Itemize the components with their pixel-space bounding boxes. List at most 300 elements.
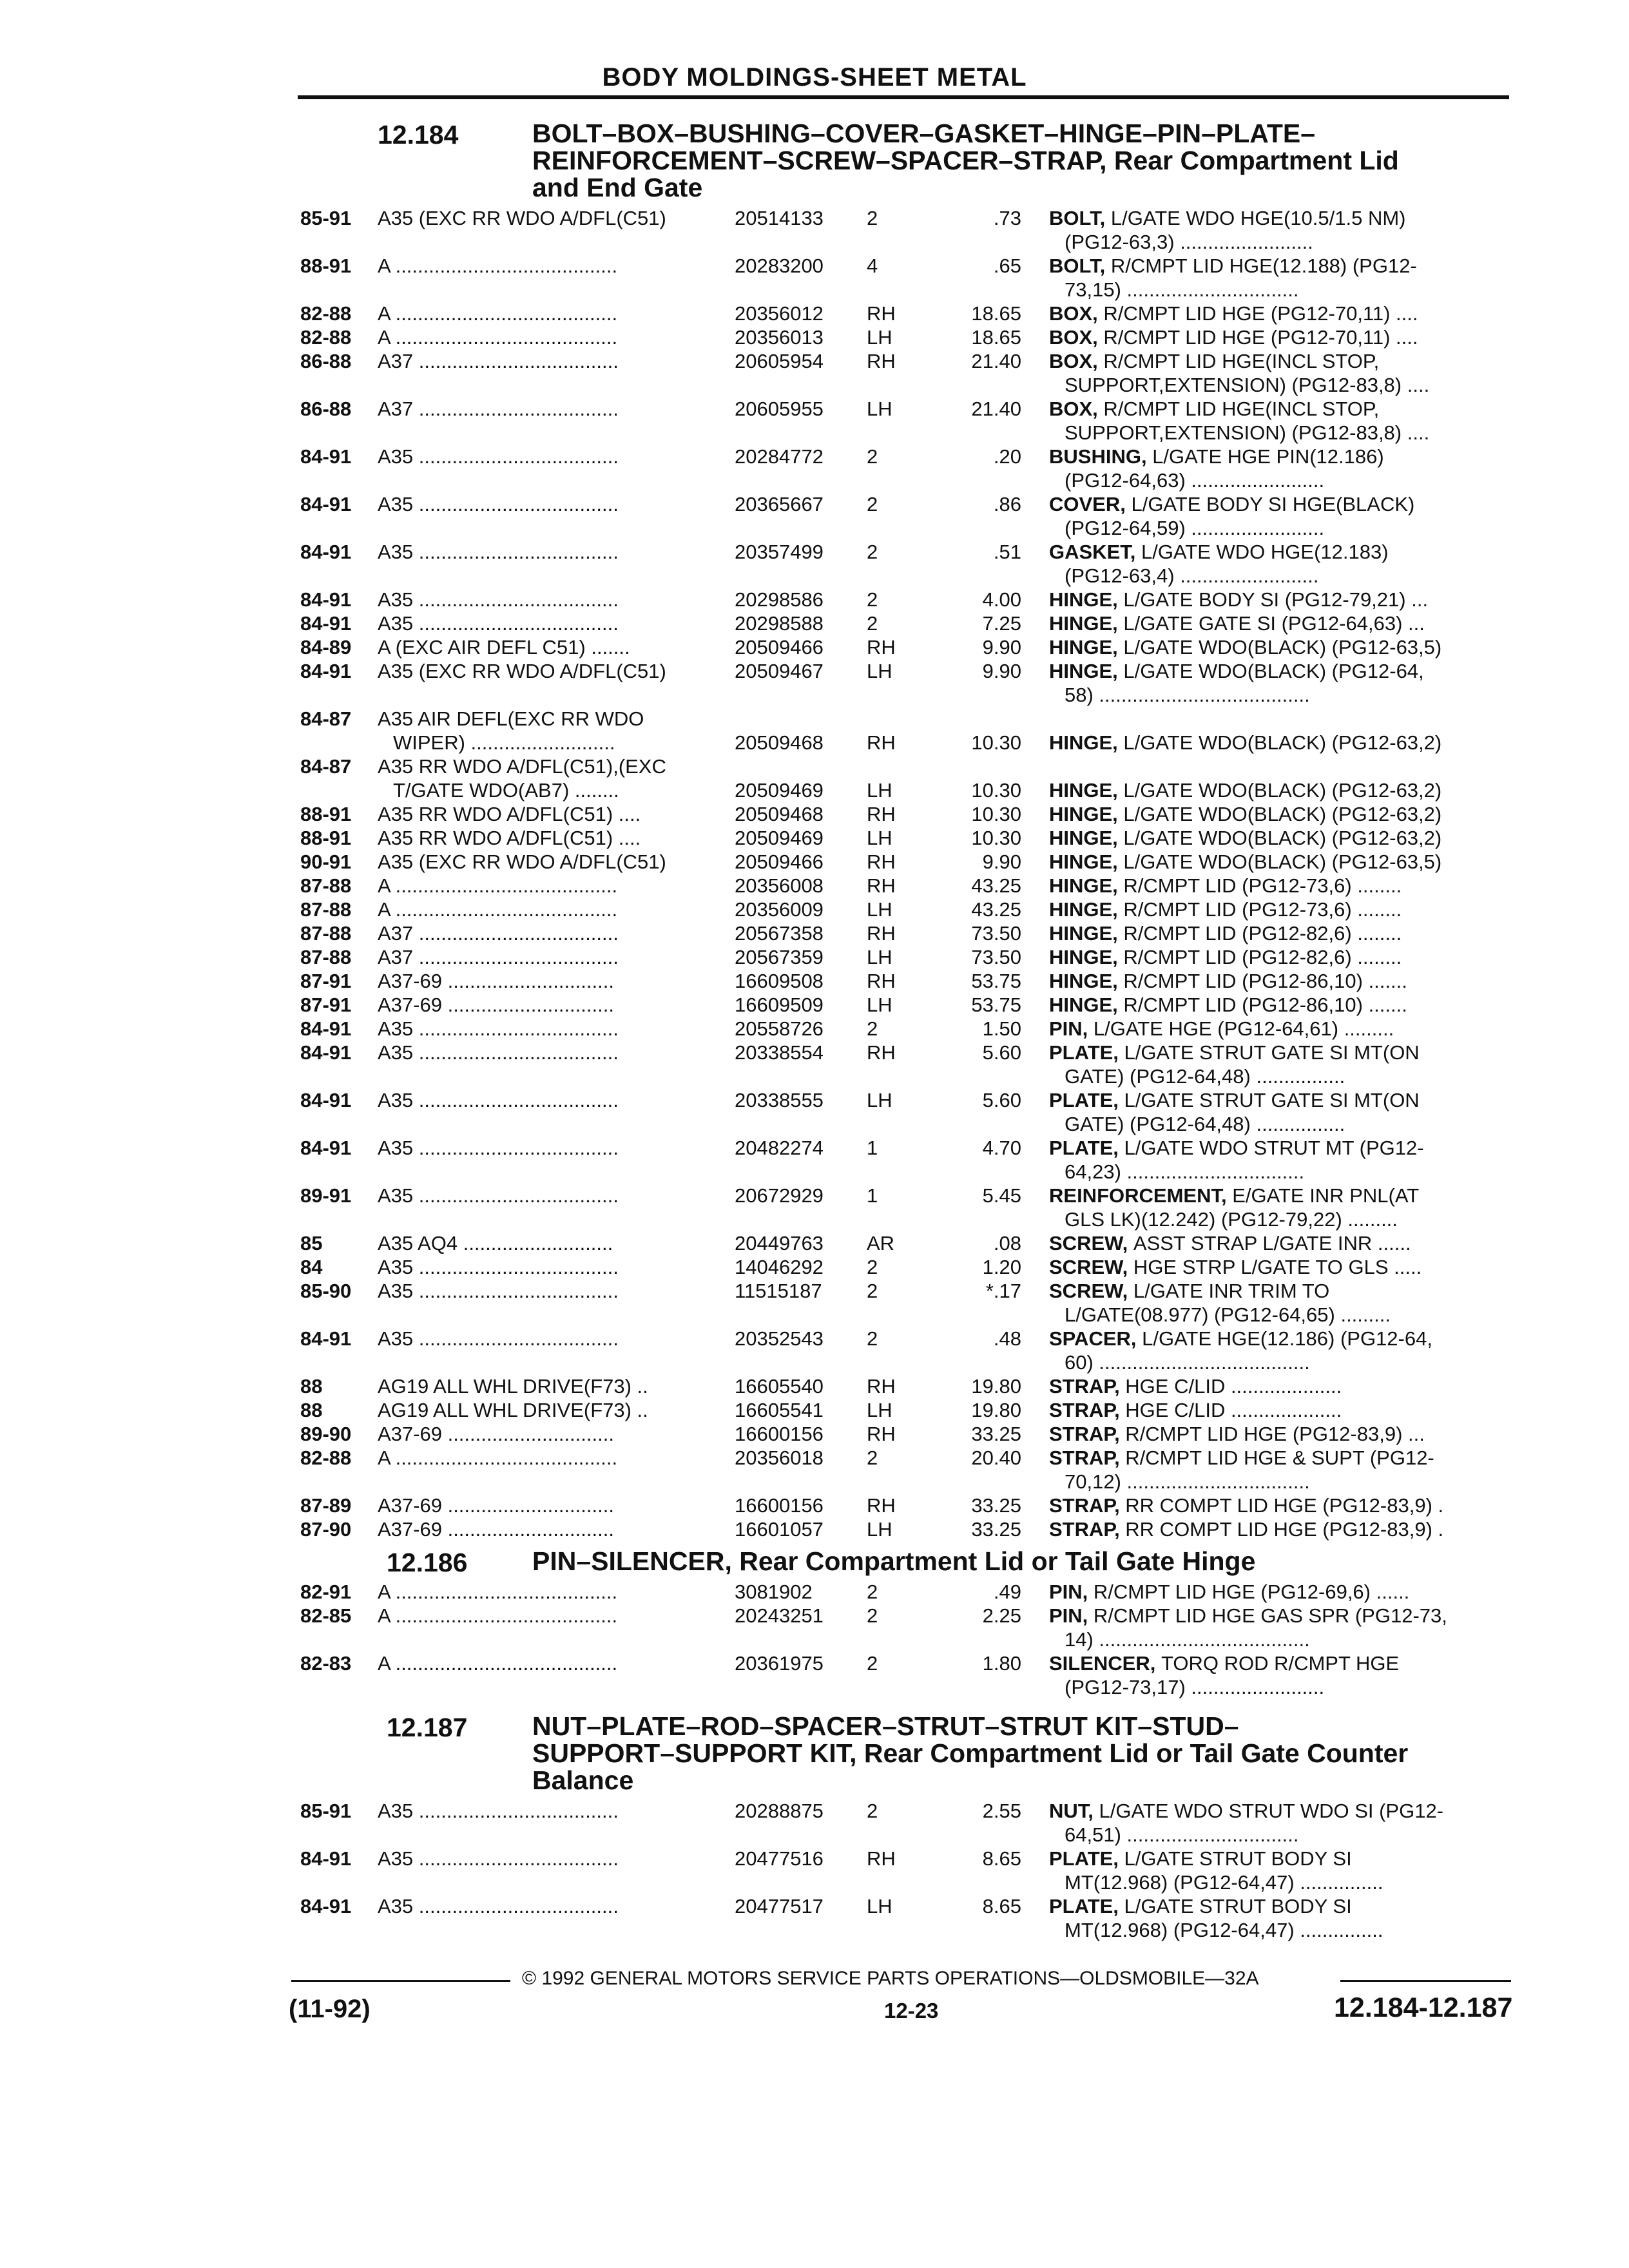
description-text: R/CMPT LID (PG12-82,6) ........: [1123, 946, 1402, 968]
footer-date-code: (11-92): [289, 1995, 371, 2023]
quantity: 2: [867, 541, 878, 563]
model-years: 82-83: [300, 1652, 352, 1675]
model-line: T/GATE WDO(AB7) ........: [393, 779, 619, 802]
table-row: [0, 1446, 1629, 1494]
price: .48: [993, 1327, 1021, 1350]
table-row: [0, 635, 1629, 659]
part-number: 16600156: [735, 1423, 824, 1445]
price: .08: [993, 1232, 1021, 1254]
description-text: L/GATE BODY SI (PG12-79,21) ...: [1123, 588, 1429, 611]
part-name: BOLT,: [1049, 207, 1111, 229]
part-name: STRAP,: [1049, 1446, 1126, 1469]
table-row: [0, 1580, 1629, 1604]
description-line: 58) ......................................: [1065, 684, 1310, 706]
model-line: A (EXC AIR DEFL C51) .......: [378, 636, 630, 658]
model-application: [378, 588, 719, 611]
part-name: PIN,: [1049, 1581, 1094, 1603]
quantity: RH: [867, 302, 896, 325]
quantity: LH: [867, 1518, 892, 1541]
description-line: [1049, 1446, 1517, 1470]
description-text: R/CMPT LID HGE & SUPT (PG12-: [1125, 1446, 1434, 1469]
table-row: [0, 492, 1629, 540]
page-header-title: BODY MOLDINGS-SHEET METAL: [602, 63, 1027, 91]
model-line: A35 ....................................: [378, 445, 619, 468]
part-name: STRAP,: [1049, 1494, 1126, 1517]
model-years: 87-89: [300, 1494, 352, 1517]
description-line: [1049, 1494, 1517, 1517]
model-line: A37 ....................................: [378, 398, 619, 420]
model-years: 84-91: [300, 660, 352, 682]
part-name: STRAP,: [1049, 1399, 1126, 1421]
table-row: [0, 254, 1629, 302]
description-line: [1049, 445, 1517, 468]
table-row: [0, 1255, 1629, 1279]
description-text: R/CMPT LID (PG12-86,10) .......: [1123, 970, 1407, 992]
part-number: 20605954: [735, 350, 824, 372]
part-name: HINGE,: [1049, 970, 1124, 992]
description-text: RR COMPT LID HGE (PG12-83,9) .: [1125, 1494, 1444, 1517]
table-row: [0, 707, 1629, 754]
description-text: TORQ ROD R/CMPT HGE: [1161, 1652, 1400, 1675]
section-title-line: Balance: [532, 1765, 634, 1795]
part-description: [1049, 731, 1517, 754]
price: 4.70: [982, 1137, 1021, 1159]
quantity: 2: [867, 1446, 878, 1469]
model-line: A35 AQ4 ...........................: [378, 1232, 613, 1254]
part-number: 11515187: [735, 1280, 822, 1302]
model-years: 88-91: [300, 827, 352, 849]
model-years: 86-88: [300, 350, 352, 372]
model-line: A37 ....................................: [378, 922, 619, 945]
description-text: R/CMPT LID HGE (PG12-69,6) ......: [1093, 1581, 1410, 1603]
model-years: 88: [300, 1375, 323, 1398]
description-line: [1049, 1231, 1517, 1255]
price: 1.80: [982, 1652, 1021, 1675]
description-line: 14) ......................................: [1065, 1628, 1310, 1651]
description-line: [1049, 1398, 1517, 1422]
model-line: A ........................................: [378, 1604, 618, 1627]
model-application: [378, 826, 719, 850]
description-line: GATE) (PG12-64,48) ................: [1065, 1113, 1345, 1135]
description-line: [1049, 397, 1517, 421]
description-line: SUPPORT,EXTENSION) (PG12-83,8) ....: [1065, 421, 1430, 444]
part-description: [1049, 206, 1517, 254]
model-line: WIPER) ..........................: [393, 731, 615, 754]
description-line: (PG12-63,4) .........................: [1065, 564, 1319, 587]
part-name: SCREW,: [1049, 1256, 1133, 1278]
model-years: 84-91: [300, 1089, 352, 1111]
description-line: [1049, 1136, 1517, 1160]
part-description: [1049, 302, 1517, 325]
model-application: [378, 921, 719, 945]
description-line: [1049, 898, 1517, 921]
part-description: [1049, 1580, 1517, 1604]
model-line: AG19 ALL WHL DRIVE(F73) ..: [378, 1375, 648, 1398]
description-line: [1049, 1517, 1517, 1541]
description-line: [1049, 945, 1517, 969]
model-line: A37-69 ..............................: [378, 1518, 614, 1541]
part-description: [1049, 611, 1517, 635]
model-line: A35 ....................................: [378, 1800, 619, 1822]
model-application: [378, 325, 719, 349]
part-number: 14046292: [735, 1256, 824, 1278]
price: .20: [993, 445, 1021, 468]
model-years: 87-88: [300, 922, 352, 945]
part-description: [1049, 1136, 1517, 1184]
model-years: 85-91: [300, 1800, 352, 1822]
description-text: R/CMPT LID HGE(INCL STOP,: [1103, 398, 1380, 420]
part-number: 20605955: [735, 398, 824, 420]
description-line: [1049, 802, 1517, 826]
model-application: [378, 874, 719, 898]
table-row: [0, 1517, 1629, 1541]
part-description: [1049, 1799, 1517, 1847]
table-row: [0, 1894, 1629, 1942]
quantity: 2: [867, 1280, 878, 1302]
price: 73.50: [971, 922, 1021, 945]
part-number: 20509466: [735, 850, 824, 873]
model-years: 84-87: [300, 707, 352, 730]
model-application: [378, 898, 719, 921]
description-line: [1049, 1651, 1517, 1675]
model-years: 82-88: [300, 302, 352, 325]
price: 20.40: [971, 1446, 1021, 1469]
model-line: A35 ....................................: [378, 541, 619, 563]
price: 1.50: [982, 1017, 1021, 1040]
model-application: [378, 540, 719, 564]
part-description: [1049, 921, 1517, 945]
description-text: L/GATE HGE PIN(12.186): [1152, 445, 1384, 468]
part-number: 20567358: [735, 922, 824, 945]
table-row: [0, 1422, 1629, 1446]
quantity: LH: [867, 994, 892, 1016]
description-text: R/CMPT LID HGE(12.188) (PG12-: [1110, 255, 1417, 277]
description-line: [1049, 1894, 1517, 1918]
table-row: [0, 1231, 1629, 1255]
model-application: [378, 1374, 719, 1398]
part-number: 20509467: [735, 660, 824, 682]
part-name: HINGE,: [1049, 874, 1124, 897]
model-line: A35 AIR DEFL(EXC RR WDO: [378, 707, 644, 730]
price: 4.00: [982, 588, 1021, 611]
price: .73: [993, 207, 1021, 229]
part-name: STRAP,: [1049, 1518, 1126, 1541]
description-line: (PG12-64,59) ........................: [1065, 517, 1325, 539]
price: 10.30: [971, 779, 1021, 802]
description-line: [1049, 1255, 1517, 1279]
part-number: 20672929: [735, 1184, 824, 1207]
description-line: MT(12.968) (PG12-64,47) ...............: [1065, 1871, 1383, 1894]
description-text: L/GATE GATE SI (PG12-64,63) ...: [1123, 612, 1425, 635]
model-application: [378, 1327, 719, 1350]
part-name: PLATE,: [1049, 1089, 1124, 1111]
description-line: [1049, 635, 1517, 659]
part-description: [1049, 1604, 1517, 1651]
model-years: 82-88: [300, 1446, 352, 1469]
description-line: 60) ......................................: [1065, 1351, 1310, 1374]
table-row: [0, 1374, 1629, 1398]
model-line: A35 RR WDO A/DFL(C51) ....: [378, 803, 641, 825]
model-application: [378, 1088, 719, 1112]
price: 73.50: [971, 946, 1021, 968]
model-application: [378, 1422, 719, 1446]
price: 9.90: [982, 636, 1021, 658]
model-application: [378, 1041, 719, 1064]
quantity: RH: [867, 922, 896, 945]
price: 33.25: [971, 1494, 1021, 1517]
part-description: [1049, 540, 1517, 588]
table-row: [0, 206, 1629, 254]
part-name: NUT,: [1049, 1800, 1099, 1822]
part-number: 20243251: [735, 1604, 824, 1627]
description-text: HGE C/LID ....................: [1125, 1399, 1342, 1421]
quantity: RH: [867, 970, 896, 992]
part-number: 20298586: [735, 588, 824, 611]
model-years: 87-91: [300, 994, 352, 1016]
part-description: [1049, 1231, 1517, 1255]
quantity: 1: [867, 1137, 878, 1159]
table-row: [0, 874, 1629, 898]
description-line: [1049, 611, 1517, 635]
description-line: [1049, 1847, 1517, 1870]
part-description: [1049, 1847, 1517, 1894]
part-number: 20284772: [735, 445, 824, 468]
part-description: [1049, 397, 1517, 445]
description-line: [1049, 1088, 1517, 1112]
model-application: [378, 754, 719, 802]
description-text: L/GATE INR TRIM TO: [1133, 1280, 1330, 1302]
table-row: [0, 588, 1629, 611]
part-number: 3081902: [735, 1581, 813, 1603]
model-years: 84-91: [300, 493, 352, 515]
price: 21.40: [971, 398, 1021, 420]
description-line: MT(12.968) (PG12-64,47) ...............: [1065, 1919, 1383, 1941]
description-line: [1049, 1041, 1517, 1064]
table-row: [0, 325, 1629, 349]
description-text: L/GATE STRUT BODY SI: [1124, 1895, 1352, 1917]
description-line: [1049, 778, 1517, 802]
model-application: [378, 802, 719, 826]
model-application: [378, 206, 719, 230]
model-line: AG19 ALL WHL DRIVE(F73) ..: [378, 1399, 648, 1421]
description-line: [1049, 1279, 1517, 1303]
part-name: PLATE,: [1049, 1041, 1124, 1064]
model-line: A37-69 ..............................: [378, 1494, 614, 1517]
model-years: 89-90: [300, 1423, 352, 1445]
model-line: A35 ....................................: [378, 1280, 619, 1302]
model-years: 84-91: [300, 1017, 352, 1040]
part-description: [1049, 993, 1517, 1017]
model-years: 84-91: [300, 612, 352, 635]
part-name: BOX,: [1049, 302, 1104, 325]
description-text: L/GATE WDO HGE(10.5/1.5 NM): [1110, 207, 1406, 229]
price: 33.25: [971, 1423, 1021, 1445]
part-number: 20558726: [735, 1017, 824, 1040]
section-title: [532, 1713, 1512, 1794]
parts-table: [0, 1799, 1629, 1942]
part-description: [1049, 1184, 1517, 1231]
section-number: 12.186: [387, 1548, 468, 1577]
model-line: A35 ....................................: [378, 1256, 619, 1278]
part-number: 20356008: [735, 874, 824, 897]
part-name: BOX,: [1049, 350, 1104, 372]
part-number: 20361975: [735, 1652, 824, 1675]
description-text: L/GATE STRUT GATE SI MT(ON: [1124, 1041, 1420, 1064]
description-line: (PG12-73,17) ........................: [1065, 1676, 1325, 1698]
table-row: [0, 1398, 1629, 1422]
footer-rule-right: [1340, 1980, 1511, 1982]
description-text: R/CMPT LID (PG12-86,10) .......: [1123, 994, 1407, 1016]
parts-table: [0, 206, 1629, 1541]
part-number: 16609508: [735, 970, 824, 992]
model-line: A35 ....................................: [378, 588, 619, 611]
description-line: (PG12-64,63) ........................: [1065, 469, 1325, 492]
description-line: (PG12-63,3) ........................: [1065, 231, 1313, 253]
description-text: L/GATE STRUT BODY SI: [1124, 1847, 1352, 1870]
description-line: [1049, 1374, 1517, 1398]
quantity: 2: [867, 207, 878, 229]
part-description: [1049, 1517, 1517, 1541]
description-text: R/CMPT LID (PG12-73,6) ........: [1123, 898, 1402, 921]
model-application: [378, 1847, 719, 1870]
part-description: [1049, 1651, 1517, 1699]
quantity: LH: [867, 326, 892, 349]
model-years: 84-91: [300, 1137, 352, 1159]
table-row: [0, 754, 1629, 802]
model-years: 82-88: [300, 326, 352, 349]
description-line: [1049, 349, 1517, 373]
model-application: [378, 1604, 719, 1628]
model-line: A35 ....................................: [378, 1137, 619, 1159]
part-name: HINGE,: [1049, 850, 1124, 873]
price: 53.75: [971, 970, 1021, 992]
part-name: HINGE,: [1049, 660, 1124, 682]
section-title-line: BOLT–BOX–BUSHING–COVER–GASKET–HINGE–PIN–PLATE–: [532, 119, 1316, 148]
table-row: [0, 945, 1629, 969]
description-line: [1049, 1799, 1517, 1823]
price: 7.25: [982, 612, 1021, 635]
price: 9.90: [982, 850, 1021, 873]
description-text: L/GATE WDO(BLACK) (PG12-63,2): [1123, 731, 1442, 754]
part-name: PIN,: [1049, 1604, 1094, 1627]
table-row: [0, 659, 1629, 707]
table-row: [0, 1494, 1629, 1517]
quantity: LH: [867, 398, 892, 420]
part-name: HINGE,: [1049, 779, 1124, 802]
quantity: 2: [867, 1256, 878, 1278]
description-line: 73,15) ...............................: [1065, 278, 1299, 301]
section-title: [532, 120, 1512, 201]
model-line: A35 ....................................: [378, 1041, 619, 1064]
parts-table: [0, 1580, 1629, 1699]
quantity: RH: [867, 874, 896, 897]
price: 43.25: [971, 898, 1021, 921]
table-row: [0, 445, 1629, 492]
part-name: PLATE,: [1049, 1895, 1124, 1917]
part-number: 20356012: [735, 302, 824, 325]
model-years: 88: [300, 1399, 323, 1421]
model-application: [378, 707, 719, 754]
description-text: ASST STRAP L/GATE INR ......: [1133, 1232, 1411, 1254]
description-line: SUPPORT,EXTENSION) (PG12-83,8) ....: [1065, 374, 1430, 396]
model-application: [378, 1799, 719, 1823]
quantity: LH: [867, 898, 892, 921]
model-years: 87-88: [300, 946, 352, 968]
model-application: [378, 349, 719, 373]
description-line: [1049, 492, 1517, 516]
part-name: STRAP,: [1049, 1423, 1126, 1445]
model-application: [378, 1017, 719, 1041]
part-description: [1049, 325, 1517, 349]
model-line: A35 RR WDO A/DFL(C51),(EXC: [378, 755, 666, 778]
model-application: [378, 445, 719, 468]
model-years: 86-88: [300, 398, 352, 420]
part-name: BOX,: [1049, 326, 1104, 349]
price: 2.25: [982, 1604, 1021, 1627]
table-row: [0, 1136, 1629, 1184]
model-years: 84-91: [300, 445, 352, 468]
description-text: HGE STRP L/GATE TO GLS .....: [1133, 1256, 1422, 1278]
part-name: SILENCER,: [1049, 1652, 1161, 1675]
model-years: 87-91: [300, 970, 352, 992]
model-line: A ........................................: [378, 255, 618, 277]
model-line: A ........................................: [378, 1446, 618, 1469]
model-application: [378, 611, 719, 635]
part-name: BUSHING,: [1049, 445, 1153, 468]
part-name: HINGE,: [1049, 827, 1124, 849]
model-application: [378, 1894, 719, 1918]
model-years: 84-91: [300, 1847, 352, 1870]
quantity: RH: [867, 803, 896, 825]
quantity: LH: [867, 1089, 892, 1111]
part-number: 16605541: [735, 1399, 824, 1421]
table-row: [0, 898, 1629, 921]
price: 10.30: [971, 731, 1021, 754]
part-name: SCREW,: [1049, 1280, 1133, 1302]
model-line: A35 ....................................: [378, 1895, 619, 1917]
table-row: [0, 1847, 1629, 1894]
description-line: GLS LK)(12.242) (PG12-79,22) .........: [1065, 1208, 1398, 1231]
part-description: [1049, 1446, 1517, 1494]
section-title-line: and End Gate: [532, 173, 703, 202]
price: .65: [993, 255, 1021, 277]
model-line: A35 (EXC RR WDO A/DFL(C51): [378, 850, 666, 873]
description-line: [1049, 731, 1517, 754]
model-line: A ........................................: [378, 1581, 618, 1603]
model-application: [378, 1398, 719, 1422]
model-line: A37-69 ..............................: [378, 994, 614, 1016]
quantity: RH: [867, 1041, 896, 1064]
description-line: [1049, 874, 1517, 898]
quantity: RH: [867, 850, 896, 873]
model-application: [378, 1494, 719, 1517]
part-description: [1049, 826, 1517, 850]
model-application: [378, 659, 719, 683]
model-line: A35 ....................................: [378, 493, 619, 515]
section-title-line: REINFORCEMENT–SCREW–SPACER–STRAP, Rear Compartment Lid: [532, 146, 1399, 175]
table-row: [0, 540, 1629, 588]
quantity: LH: [867, 779, 892, 802]
quantity: RH: [867, 1847, 896, 1870]
model-years: 84-87: [300, 755, 352, 778]
part-number: 20567359: [735, 946, 824, 968]
section-title: [532, 1548, 1512, 1575]
model-years: 87-88: [300, 898, 352, 921]
description-text: L/GATE BODY SI HGE(BLACK): [1131, 493, 1415, 515]
model-line: A35 (EXC RR WDO A/DFL(C51): [378, 207, 666, 229]
part-name: HINGE,: [1049, 922, 1124, 945]
price: .51: [993, 541, 1021, 563]
